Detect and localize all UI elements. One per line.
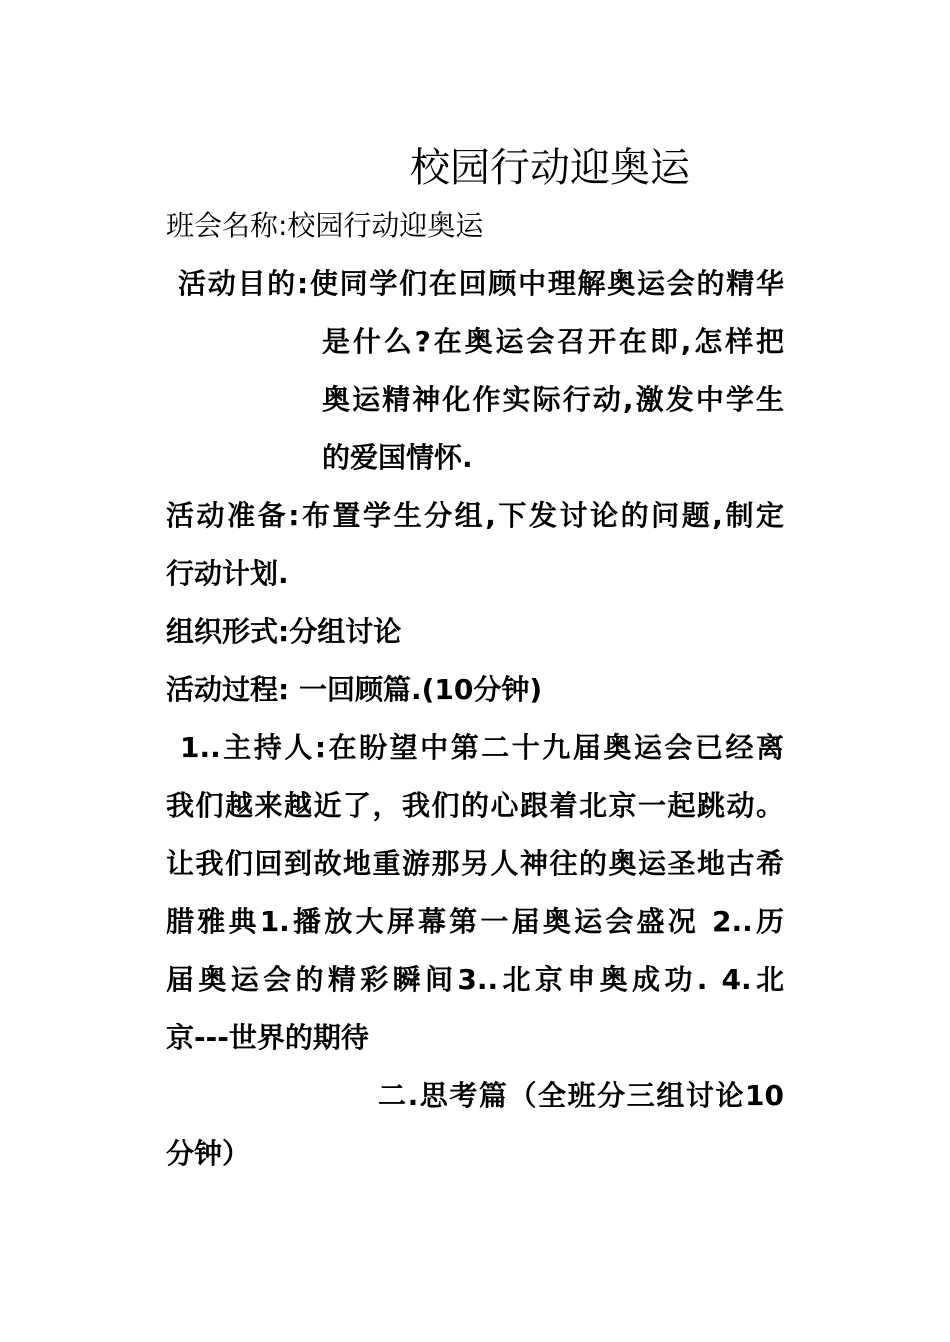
thinking-heading-line-1: 二.思考篇（全班分三组讨论10 (378, 1079, 784, 1112)
meeting-name-line: 班会名称:校园行动迎奥运 (166, 209, 484, 242)
process-heading-line: 活动过程: 一回顾篇.(10分钟) (166, 673, 543, 706)
review-line-3: 让我们回到故地重游那另人神往的奥运圣地古希 (166, 847, 784, 880)
purpose-line-4: 的爱国情怀. (322, 441, 473, 474)
purpose-line-2: 是什么?在奥运会召开在即,怎样把 (322, 325, 784, 358)
purpose-line-3: 奥运精神化作实际行动,激发中学生 (322, 383, 784, 416)
review-line-2: 我们越来越近了，我们的心跟着北京一起跳动。 (166, 789, 784, 822)
purpose-line-1: 活动目的:使同学们在回顾中理解奥运会的精华 (178, 267, 784, 300)
preparation-line-2: 行动计划. (166, 557, 289, 590)
document-title: 校园行动迎奥运 (410, 145, 690, 191)
thinking-heading-line-2: 分钟） (166, 1137, 251, 1170)
review-line-1: 1..主持人:在盼望中第二十九届奥运会已经离 (180, 731, 784, 764)
review-line-6: 京---世界的期待 (166, 1021, 369, 1054)
preparation-line-1: 活动准备:布置学生分组,下发讨论的问题,制定 (166, 499, 784, 532)
review-line-4: 腊雅典1.播放大屏幕第一届奥运会盛况 2..历 (166, 905, 784, 938)
review-line-5: 届奥运会的精彩瞬间3..北京申奥成功. 4.北 (166, 963, 784, 996)
organization-form-line: 组织形式:分组讨论 (166, 615, 402, 648)
